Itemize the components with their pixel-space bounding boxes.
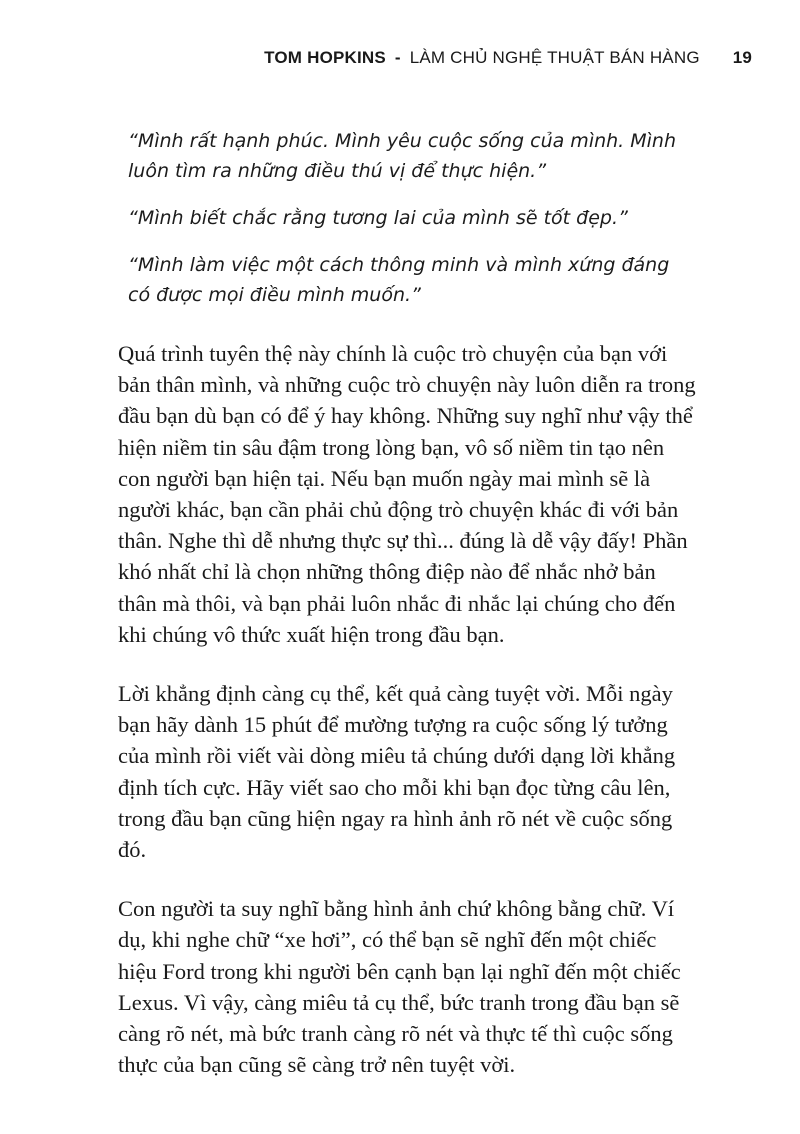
page-number: 19 — [732, 48, 752, 67]
affirmation-quotes — [128, 126, 694, 327]
paragraph: Lời khẳng định càng cụ thể, kết quả càng tuyệt vời. Mỗi ngày bạn hãy dành 15 phút để mường tượng ra cuộc sống lý tưởng của mình rồi viết vài dòng miêu tả chúng dưới dạng lời khẳng định tích cực. Hãy viết sao cho mỗi khi bạn đọc từng câu lên, trong đầu bạn cũng hiện ngay ra hình ảnh rõ nét về cuộc sống đó. — [118, 681, 676, 863]
quote-item: “Mình biết chắc rằng tương lai của mình sẽ tốt đẹp.” — [128, 207, 628, 229]
paragraph: Quá trình tuyên thệ này chính là cuộc trò chuyện của bạn với bản thân mình, và những cuộc trò chuyện này luôn diễn ra trong đầu bạn dù bạn có để ý hay không. Những suy nghĩ như vậy thể hiện niềm tin sâu đậm trong lòng bạn, vô số niềm tin tạo nên con người bạn hiện tại. Nếu bạn muốn ngày mai mình sẽ là người khác, bạn cần phải chủ động trò chuyện khác đi với bản thân. Nghe thì dễ nhưng thực sự thì... đúng là dễ vậy đấy! Phần khó nhất chỉ là chọn những thông điệp nào để nhắc nhở bản thân mà thôi, và bạn phải luôn nhắc đi nhắc lại chúng cho đến khi chúng vô thức xuất hiện trong đầu bạn. — [118, 341, 696, 647]
header-book-title: LÀM CHỦ NGHỆ THUẬT BÁN HÀNG — [409, 48, 700, 67]
header-author: TOM HOPKINS — [264, 48, 386, 67]
header-separator: - — [394, 48, 401, 67]
body-text — [118, 338, 696, 1108]
quote-item: “Mình rất hạnh phúc. Mình yêu cuộc sống của mình. Mình luôn tìm ra những điều thú vị để thực hiện.” — [128, 130, 677, 182]
running-header — [200, 48, 752, 68]
quote-item: “Mình làm việc một cách thông minh và mình xứng đáng có được mọi điều mình muốn.” — [128, 254, 670, 306]
paragraph: Con người ta suy nghĩ bằng hình ảnh chứ không bằng chữ. Ví dụ, khi nghe chữ “xe hơi”, có thể bạn sẽ nghĩ đến một chiếc hiệu Ford trong khi người bên cạnh bạn lại nghĩ đến một chiếc Lexus. Vì vậy, càng miêu tả cụ thể, bức tranh trong đầu bạn sẽ càng rõ nét, mà bức tranh càng rõ nét và thực tế thì cuộc sống thực của bạn cũng sẽ càng trở nên tuyệt vời. — [118, 896, 681, 1078]
